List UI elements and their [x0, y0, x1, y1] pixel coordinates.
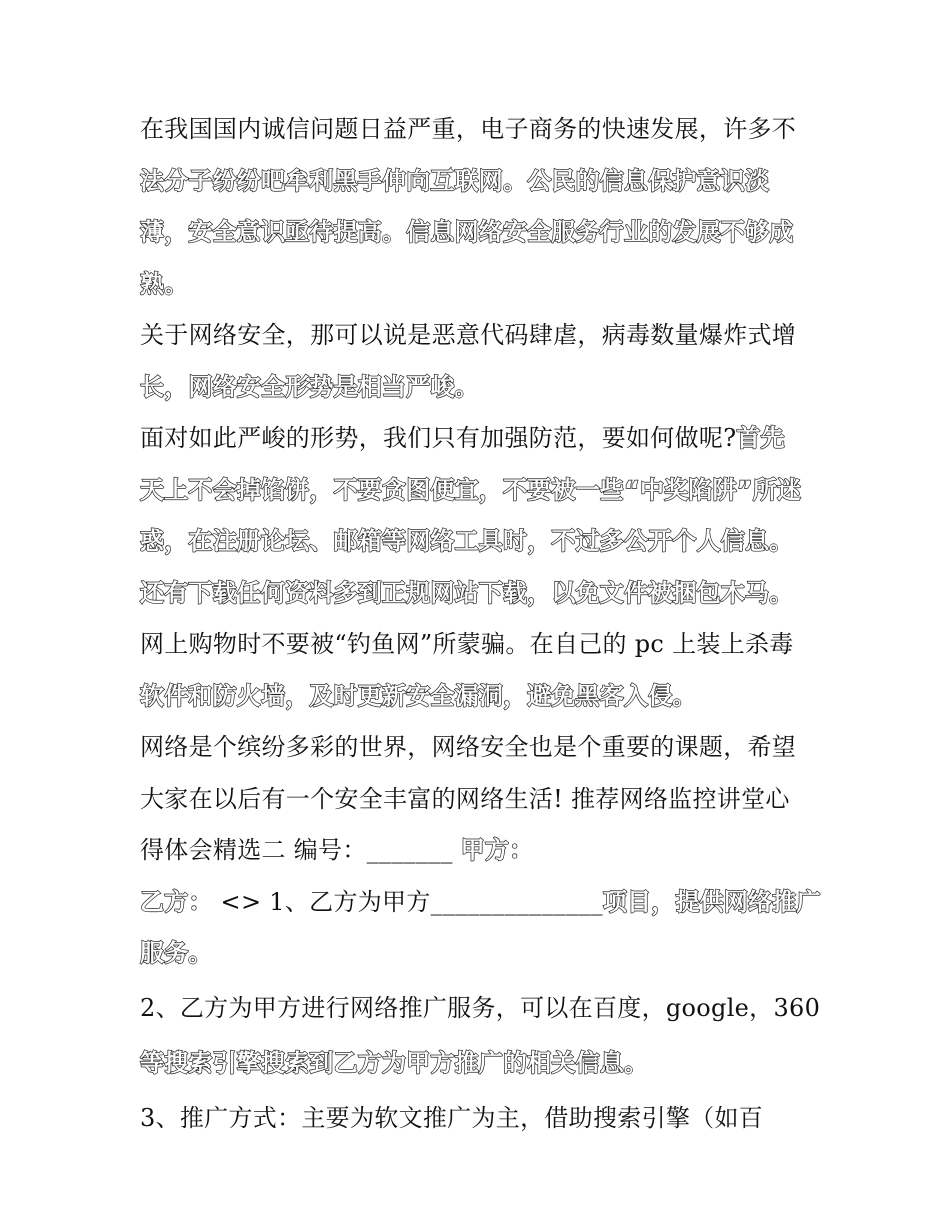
text-line	[140, 314, 820, 366]
text-line	[140, 778, 820, 830]
text-segment: 天上不会掉馅饼，不要贪图便宜，不要被一些“中奖陷阱”所迷	[140, 475, 802, 504]
text-line	[140, 726, 820, 778]
text-segment: 乙方：	[140, 887, 213, 916]
text-line	[140, 469, 820, 521]
text-segment: 长，网络安全形势是相当严峻。	[140, 372, 479, 401]
text-segment: 惑，在注册论坛、邮箱等网络工具时，不过多公开个人信息。	[140, 527, 794, 555]
text-segment: 服务。	[140, 939, 213, 967]
text-line	[140, 623, 820, 675]
text-segment: 2、乙方为甲方进行网络推广服务，可以在百度，google，360	[140, 994, 821, 1022]
text-line	[140, 881, 820, 933]
text-segment: 大家在以后有一个安全丰富的网络生活! 推荐网络监控讲堂心	[140, 784, 790, 813]
text-segment: 得体会精选二 编号：_______	[140, 836, 461, 864]
text-segment: 3、推广方式：主要为软文推广为主，借助搜索引擎（如百	[140, 1104, 764, 1132]
text-line	[140, 829, 820, 881]
text-line	[140, 932, 820, 987]
text-line	[140, 675, 820, 727]
text-line	[140, 987, 820, 1042]
text-line	[140, 108, 820, 160]
text-line	[140, 520, 820, 572]
text-line	[140, 160, 820, 212]
text-segment: 网络是个缤纷多彩的世界，网络安全也是个重要的课题，希望	[140, 733, 797, 761]
text-line	[140, 1097, 820, 1149]
text-segment: 法分子纷纷吧牟利黑手伸向互联网。公民的信息保护意识淡	[140, 166, 770, 195]
text-segment: 面对如此严峻的形势，我们只有加强防范，要如何做呢?	[140, 424, 737, 452]
text-segment: 甲方：	[460, 836, 534, 864]
text-segment: 网上购物时不要被“钓鱼网”所蒙骗。在自己的 pc 上装上杀毒	[140, 630, 794, 658]
text-segment: <> 1、乙方为甲方______________	[212, 887, 603, 916]
text-segment: 在我国国内诚信问题日益严重，电子商务的快速发展，许多不	[140, 115, 797, 143]
text-segment: 熟。	[140, 269, 189, 298]
text-segment: 软件和防火墙，及时更新安全漏洞，避免黑客入侵。	[140, 681, 697, 710]
text-segment: 薄，安全意识亟待提高。信息网络安全服务行业的发展不够成	[140, 218, 794, 246]
text-segment: 等搜索引擎搜索到乙方为甲方推广的相关信息。	[140, 1049, 649, 1077]
text-line	[140, 263, 820, 315]
text-segment: 项目，提供网络推广	[602, 887, 821, 916]
text-line	[140, 572, 820, 624]
text-line	[140, 1042, 820, 1097]
text-line	[140, 366, 820, 418]
text-line	[140, 417, 820, 469]
text-segment: 关于网络安全，那可以说是恶意代码肆虐，病毒数量爆炸式增	[140, 321, 797, 349]
text-segment: 还有下载任何资料多到正规网站下载，以免文件被捆包木马。	[140, 578, 794, 607]
document-page	[140, 108, 820, 1149]
text-segment: 首先	[736, 424, 785, 452]
text-line	[140, 211, 820, 263]
